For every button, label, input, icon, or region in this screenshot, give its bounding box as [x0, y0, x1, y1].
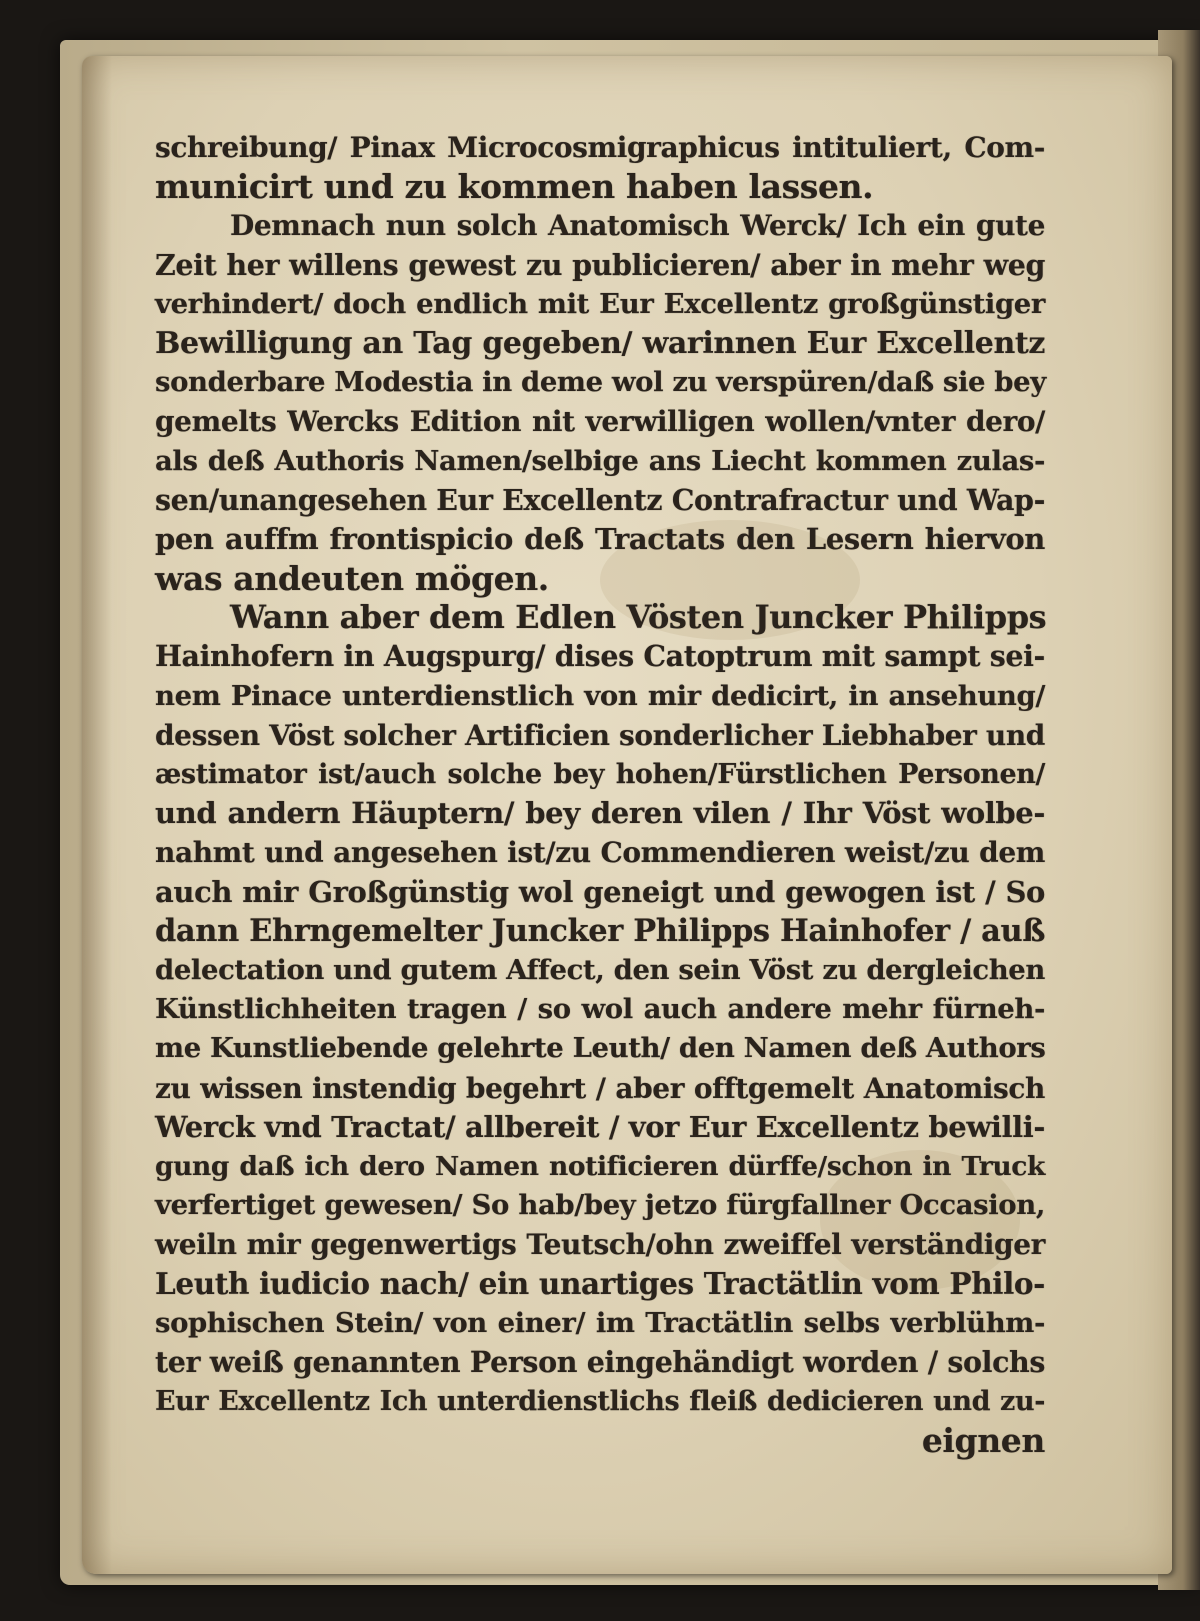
body-text — [155, 128, 1055, 1460]
text-line: Werck vnd Tractat/ allbereit / vor Eur Excellentz bewilli- — [155, 1109, 1045, 1144]
text-line: Eur Excellentz Ich unterdienstlichs fleiß dedicieren und zu- — [155, 1386, 1045, 1417]
text-line: sen/unangesehen Eur Excellentz Contrafractur und Wap- — [155, 482, 1045, 517]
text-line: weiln mir gegenwertigs Teutsch/ohn zweiffel verständiger — [155, 1228, 1045, 1262]
text-line: auch mir Großgünstig wol geneigt und gewogen ist / So — [155, 874, 1045, 909]
text-line: gung daß ich dero Namen notificieren dürffe/schon in Truck — [155, 1150, 1045, 1182]
text-line: verfertiget gewesen/ So hab/bey jetzo fürgfallner Occasion, — [155, 1189, 1045, 1222]
text-line: Bewilligung an Tag gegeben/ warinnen Eur Excellentz — [155, 325, 1045, 361]
text-line: gemelts Wercks Edition nit verwilligen wollen/vnter dero/ — [155, 405, 1045, 439]
text-line: als deß Authoris Namen/selbige ans Liecht kommen zulas- — [155, 444, 1045, 477]
text-line: dann Ehrngemelter Juncker Philipps Hainhofer / auß — [155, 912, 1045, 949]
text-line: Demnach nun solch Anatomisch Werck/ Ich ein gute — [230, 209, 1045, 243]
text-line: municirt und zu kommen haben lassen. — [155, 167, 874, 207]
text-line: Wann aber dem Edlen Vösten Juncker Philipps — [230, 598, 1047, 637]
text-line: schreibung/ Pinax Microcosmigraphicus intituliert, Com- — [155, 131, 1045, 164]
text-line: æstimator ist/auch solche bey hohen/Fürstlichen Personen/ — [155, 759, 1045, 790]
text-line: Leuth iudicio nach/ ein unartiges Tractätlin vom Philo- — [155, 1266, 1045, 1302]
text-line: delectation und gutem Affect, den sein Vöst zu dergleichen — [155, 953, 1045, 986]
text-line: pen auffm frontispicio deß Tractats den Lesern hiervon — [155, 521, 1045, 556]
text-line: sophischen Stein/ von einer/ im Tractätlin selbs verblühm- — [155, 1306, 1045, 1339]
catchword: eignen — [921, 1421, 1045, 1461]
text-line: was andeuten mögen. — [155, 559, 549, 599]
text-line: me Kunstliebende gelehrte Leuth/ den Namen deß Authors — [155, 1032, 1046, 1065]
text-line: ter weiß genannten Person eingehändigt worden / solchs — [155, 1344, 1045, 1379]
text-line: nahmt und angesehen ist/zu Commendieren weist/zu dem — [155, 836, 1045, 870]
text-line: Zeit her willens gewest zu publicieren/ aber in mehr weg — [155, 247, 1045, 282]
text-line: sonderbare Modestia in deme wol zu verspüren/daß sie bey — [155, 366, 1046, 399]
text-line: zu wissen instendig begehrt / aber offtgemelt Anatomisch — [155, 1071, 1045, 1105]
text-line: nem Pinace unterdienstlich von mir dedicirt, in ansehung/ — [155, 679, 1045, 712]
text-line: dessen Vöst solcher Artificien sonderlicher Liebhaber und — [155, 718, 1045, 752]
text-line: Hainhofern in Augspurg/ dises Catoptrum mit sampt sei- — [155, 639, 1045, 674]
text-line: und andern Häuptern/ bey deren vilen / Ihr Vöst wolbe- — [155, 796, 1045, 831]
text-line: Künstlichheiten tragen / so wol auch andere mehr fürneh- — [155, 993, 1045, 1026]
text-line: verhindert/ doch endlich mit Eur Excellentz großgünstiger — [155, 287, 1045, 320]
page-gutter-shadow — [82, 56, 112, 1574]
